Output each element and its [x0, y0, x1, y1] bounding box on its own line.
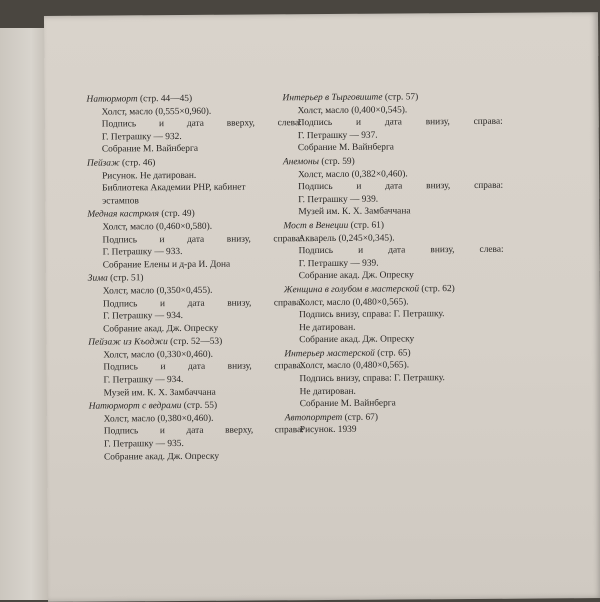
- entry-detail-line: Рисунок. 1939: [299, 425, 357, 436]
- catalog-entry: [87, 92, 302, 156]
- page-reference: (стр. 61): [350, 220, 385, 231]
- left-column: [87, 92, 305, 465]
- catalog-entry: [284, 283, 504, 348]
- right-column: [282, 91, 504, 439]
- page-reference: (стр. 62): [421, 283, 455, 295]
- entry-detail-line: Холст, масло (0,380×0,460).: [103, 413, 214, 425]
- page-reference: (стр. 59): [321, 156, 355, 167]
- entry-detail-line: Г. Петрашку — 934.: [103, 311, 183, 322]
- artwork-title: Медная кастрюля: [87, 209, 160, 220]
- entry-detail-line: Подпись и дата внизу, справа:: [102, 233, 303, 246]
- artwork-title: Женщина в голубом в мастерской: [283, 284, 420, 296]
- entry-detail-line: Не датирован.: [299, 322, 356, 333]
- entry-detail-line: Собрание М. Вайнберга: [299, 398, 396, 410]
- entry-detail-line: Г. Петрашку — 937.: [297, 130, 378, 141]
- entry-detail-line: Не датирован.: [299, 386, 356, 397]
- catalog-entry: [88, 271, 303, 335]
- page-reference: (стр. 51): [110, 273, 144, 284]
- entry-detail-line: Холст, масло (0,330×0,460).: [103, 349, 213, 361]
- book-page: [44, 12, 600, 602]
- entry-detail-line: Холст, масло (0,555×0,960).: [101, 106, 212, 118]
- page-reference: (стр. 52—53): [170, 336, 223, 348]
- entry-detail-line: Подпись и дата внизу, справа:: [298, 180, 504, 193]
- entry-detail-line: Собрание Елены и д-ра И. Дона: [102, 259, 231, 271]
- artwork-title: Анемоны: [282, 156, 320, 168]
- catalog-entry: [284, 347, 504, 412]
- artwork-title: Зима: [87, 273, 108, 284]
- catalog-entry: [87, 156, 302, 208]
- page-reference: (стр. 65): [377, 348, 411, 359]
- artwork-title: Автопортрет: [284, 412, 343, 424]
- entry-detail-line: Г. Петрашку — 934.: [103, 375, 184, 386]
- catalog-entry: [89, 399, 304, 463]
- page-reference: (стр. 46): [121, 158, 156, 169]
- entry-detail-line: Г. Петрашку — 933.: [102, 247, 183, 258]
- entry-detail-line: Подпись и дата вверху, справа:: [103, 425, 304, 437]
- entry-detail-line: Рисунок. Не датирован.: [102, 170, 197, 182]
- entry-detail-line: Собрание акад. Дж. Опреску: [103, 323, 219, 335]
- entry-detail-line: Подпись внизу, справа: Г. Петрашку.: [299, 373, 445, 385]
- entry-detail-line: Собрание акад. Дж. Опреску: [299, 334, 415, 346]
- entry-detail-line: Г. Петрашку — 939.: [298, 258, 379, 269]
- entry-detail-line: Г. Петрашку — 932.: [101, 131, 182, 143]
- catalog-entry: [87, 207, 302, 271]
- entry-detail-line: эстампов: [102, 196, 139, 207]
- artwork-title: Пейзаж из Къоджи: [88, 337, 168, 348]
- catalog-entry: [282, 91, 502, 156]
- entry-detail-line: Г. Петрашку — 935.: [103, 439, 184, 450]
- entry-detail-line: Музей им. К. Х. Замбаччана: [298, 206, 411, 218]
- entry-detail-line: Подпись и дата внизу, справа:: [103, 361, 304, 374]
- page-reference: (стр. 49): [161, 209, 195, 220]
- entry-detail-line: Собрание М. Вайнберга: [297, 142, 395, 154]
- entry-detail-line: Подпись и дата внизу, справа:: [102, 297, 304, 310]
- artwork-title: Интерьер в Тырговиште: [282, 92, 383, 104]
- entry-detail-line: Холст, масло (0,480×0,565).: [298, 296, 409, 308]
- page-reference: (стр. 57): [384, 92, 419, 103]
- entry-detail-line: Собрание акад. Дж. Опреску: [298, 270, 414, 282]
- artwork-title: Мост в Венеции: [283, 220, 349, 232]
- entry-detail-line: Холст, масло (0,350×0,455).: [102, 285, 213, 297]
- entry-detail-line: Музей им. К. Х. Замбаччана: [103, 387, 216, 399]
- page-reference: (стр. 67): [344, 412, 378, 423]
- catalog-entry: [88, 335, 303, 399]
- artwork-title: Интерьер мастерской: [284, 348, 375, 360]
- entry-detail-line: Холст, масло (0,460×0,580).: [102, 221, 213, 233]
- entry-detail-line: Г. Петрашку — 939.: [298, 194, 379, 205]
- catalog-entry: [283, 219, 503, 284]
- entry-detail-line: Подпись и дата внизу, слева:: [298, 244, 504, 257]
- catalog-entry: [285, 411, 505, 438]
- entry-detail-line: Подпись внизу, справа: Г. Петрашку.: [299, 309, 445, 321]
- entry-detail-line: Подпись и дата внизу, справа:: [297, 116, 503, 129]
- entry-detail-line: Акварель (0,245×0,345).: [298, 233, 395, 244]
- artwork-title: Натюрморт: [86, 94, 138, 105]
- entry-detail-line: Холст, масло (0,480×0,565).: [299, 360, 410, 372]
- entry-detail-line: Собрание М. Вайнберга: [101, 144, 199, 155]
- entry-detail-line: Собрание акад. Дж. Опреску: [104, 451, 220, 463]
- catalog-entry: [283, 155, 503, 220]
- page-reference: (стр. 44—45): [139, 93, 193, 105]
- artwork-title: Натюрморт с ведрами: [88, 401, 182, 412]
- entry-detail-line: Холст, масло (0,400×0,545).: [297, 105, 408, 116]
- page-reference: (стр. 55): [183, 400, 218, 412]
- entry-detail-line: Холст, масло (0,382×0,460).: [298, 168, 408, 180]
- artwork-title: Пейзаж: [86, 158, 120, 169]
- entry-detail-line: Подпись и дата вверху, слева:: [101, 118, 302, 130]
- entry-detail-line: Библиотека Академии РНР, кабинет: [102, 182, 246, 194]
